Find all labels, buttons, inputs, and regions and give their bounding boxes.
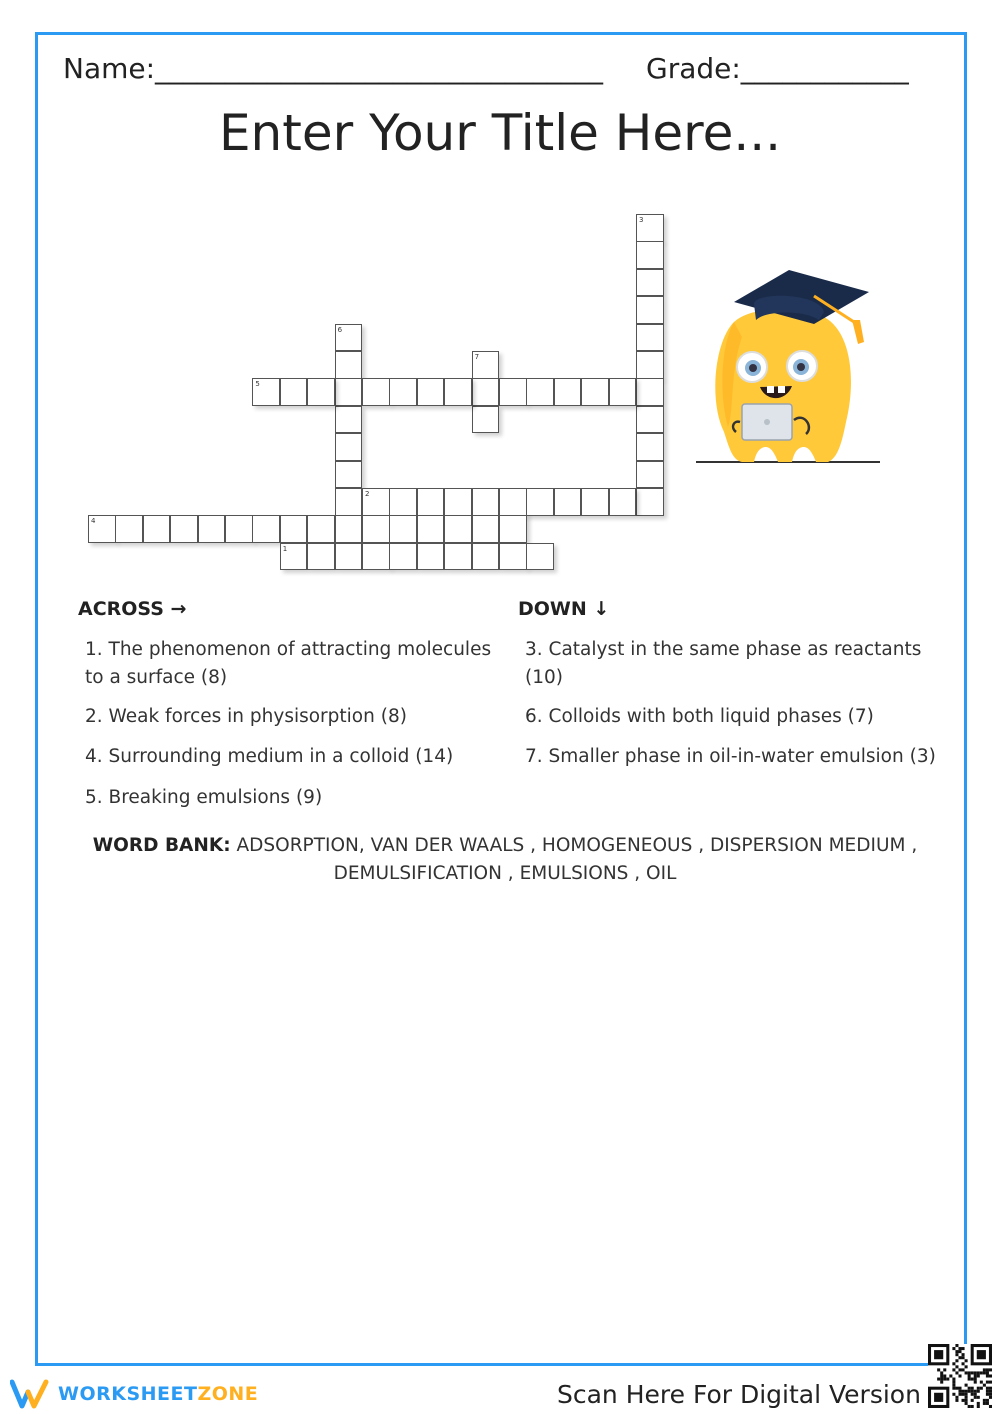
crossword-cell[interactable] [499, 488, 527, 516]
crossword-cell[interactable] [636, 241, 664, 269]
crossword-cell[interactable] [280, 543, 308, 571]
crossword-cell[interactable] [335, 406, 363, 434]
crossword-cell[interactable] [389, 488, 417, 516]
crossword-cell[interactable] [389, 378, 417, 406]
crossword-cell[interactable] [636, 488, 664, 516]
crossword-cell[interactable] [472, 488, 500, 516]
crossword-cell[interactable] [335, 324, 363, 352]
crossword-cell[interactable] [636, 406, 664, 434]
crossword-cell[interactable] [389, 543, 417, 571]
crossword-cell[interactable] [362, 515, 390, 543]
crossword-cell[interactable] [252, 515, 280, 543]
crossword-cell[interactable] [307, 378, 335, 406]
crossword-cell[interactable] [417, 378, 445, 406]
crossword-cell[interactable] [609, 488, 637, 516]
across-clue-4: 4. Surrounding medium in a colloid (14) [85, 746, 454, 767]
crossword-cell[interactable] [609, 378, 637, 406]
down-clue-6: 6. Colloids with both liquid phases (7) [525, 706, 874, 727]
page-border [35, 32, 967, 1366]
clue-number: 6 [337, 325, 343, 334]
crossword-cell[interactable] [417, 543, 445, 571]
clue-number: 4 [91, 517, 96, 526]
crossword-cell[interactable] [581, 488, 609, 516]
crossword-cell[interactable] [389, 515, 417, 543]
clue-number: 5 [255, 380, 260, 389]
crossword-cell[interactable] [280, 515, 308, 543]
crossword-cell[interactable] [499, 543, 527, 571]
down-clue-7: 7. Smaller phase in oil-in-water emulsion (3) [525, 746, 936, 767]
crossword-cell[interactable] [636, 433, 664, 461]
crossword-cell[interactable] [417, 515, 445, 543]
crossword-cell[interactable] [554, 378, 582, 406]
crossword-cell[interactable] [636, 378, 664, 406]
crossword-cell[interactable] [472, 543, 500, 571]
crossword-cell[interactable] [362, 378, 390, 406]
crossword-cell[interactable] [636, 351, 664, 379]
crossword-cell[interactable] [335, 378, 363, 406]
crossword-cell[interactable] [554, 488, 582, 516]
crossword-cell[interactable] [335, 433, 363, 461]
crossword-cell[interactable] [362, 488, 390, 516]
crossword-cell[interactable] [472, 406, 500, 434]
logo-text: WORKSHEETZONE [58, 1383, 259, 1405]
crossword-cell[interactable] [335, 461, 363, 489]
word-bank-label: WORD BANK: [92, 835, 231, 856]
scan-text: Scan Here For Digital Version [557, 1380, 921, 1409]
crossword-cell[interactable] [636, 296, 664, 324]
crossword-cell[interactable] [88, 515, 116, 543]
clue-number: 2 [365, 490, 370, 498]
clue-number: 1 [282, 544, 288, 553]
grade-field[interactable]: Grade:____________ [646, 52, 909, 85]
crossword-cell[interactable] [499, 515, 527, 543]
crossword-cell[interactable] [170, 515, 198, 543]
crossword-cell[interactable] [307, 543, 335, 571]
crossword-cell[interactable] [335, 543, 363, 571]
crossword-cell[interactable] [636, 214, 664, 242]
clue-number: 7 [474, 353, 480, 361]
word-bank-words: ADSORPTION, VAN DER WAALS , HOMOGENEOUS , DISPERSION MEDIUM , DEMULSIFICATION , EMULSIONS , OIL [236, 835, 918, 884]
crossword-cell[interactable] [143, 515, 171, 543]
crossword-cell[interactable] [335, 488, 363, 516]
crossword-cell[interactable] [307, 515, 335, 543]
crossword-cell[interactable] [115, 515, 143, 543]
name-field[interactable]: Name:________________________________ [63, 52, 604, 85]
crossword-cell[interactable] [335, 515, 363, 543]
qr-code[interactable] [928, 1344, 992, 1408]
crossword-cell[interactable] [280, 378, 308, 406]
crossword-cell[interactable] [335, 351, 363, 379]
crossword-cell[interactable] [636, 269, 664, 297]
clue-number: 3 [639, 216, 644, 224]
crossword-cell[interactable] [472, 515, 500, 543]
crossword-cell[interactable] [472, 351, 500, 379]
down-heading: DOWN ↓ [518, 598, 610, 620]
crossword-cell[interactable] [252, 378, 280, 406]
crossword-cell[interactable] [581, 378, 609, 406]
page-title: Enter Your Title Here... [218, 104, 782, 162]
worksheet-zone-logo-icon [10, 1378, 50, 1410]
crossword-cell[interactable] [636, 461, 664, 489]
across-heading: ACROSS → [78, 598, 187, 620]
crossword-cell[interactable] [417, 488, 445, 516]
mascot-illustration [694, 262, 884, 472]
crossword-cell[interactable] [444, 515, 472, 543]
word-bank [70, 832, 940, 888]
crossword-cell[interactable] [444, 378, 472, 406]
worksheet-zone-logo[interactable] [10, 1378, 258, 1410]
crossword-cell[interactable] [526, 488, 554, 516]
crossword-cell[interactable] [472, 378, 500, 406]
crossword-cell[interactable] [526, 378, 554, 406]
down-clue-3: 3. Catalyst in the same phase as reactants (10) [525, 639, 922, 688]
crossword-cell[interactable] [499, 378, 527, 406]
crossword-cell[interactable] [444, 543, 472, 571]
crossword-cell[interactable] [526, 543, 554, 571]
across-clue-5: 5. Breaking emulsions (9) [85, 787, 323, 808]
crossword-cell[interactable] [636, 324, 664, 352]
across-clue-2: 2. Weak forces in physisorption (8) [85, 706, 407, 727]
across-clue-1: 1. The phenomenon of attracting molecules to a surface (8) [85, 639, 492, 688]
crossword-cell[interactable] [225, 515, 253, 543]
crossword-cell[interactable] [198, 515, 226, 543]
crossword-cell[interactable] [362, 543, 390, 571]
crossword-cell[interactable] [444, 488, 472, 516]
